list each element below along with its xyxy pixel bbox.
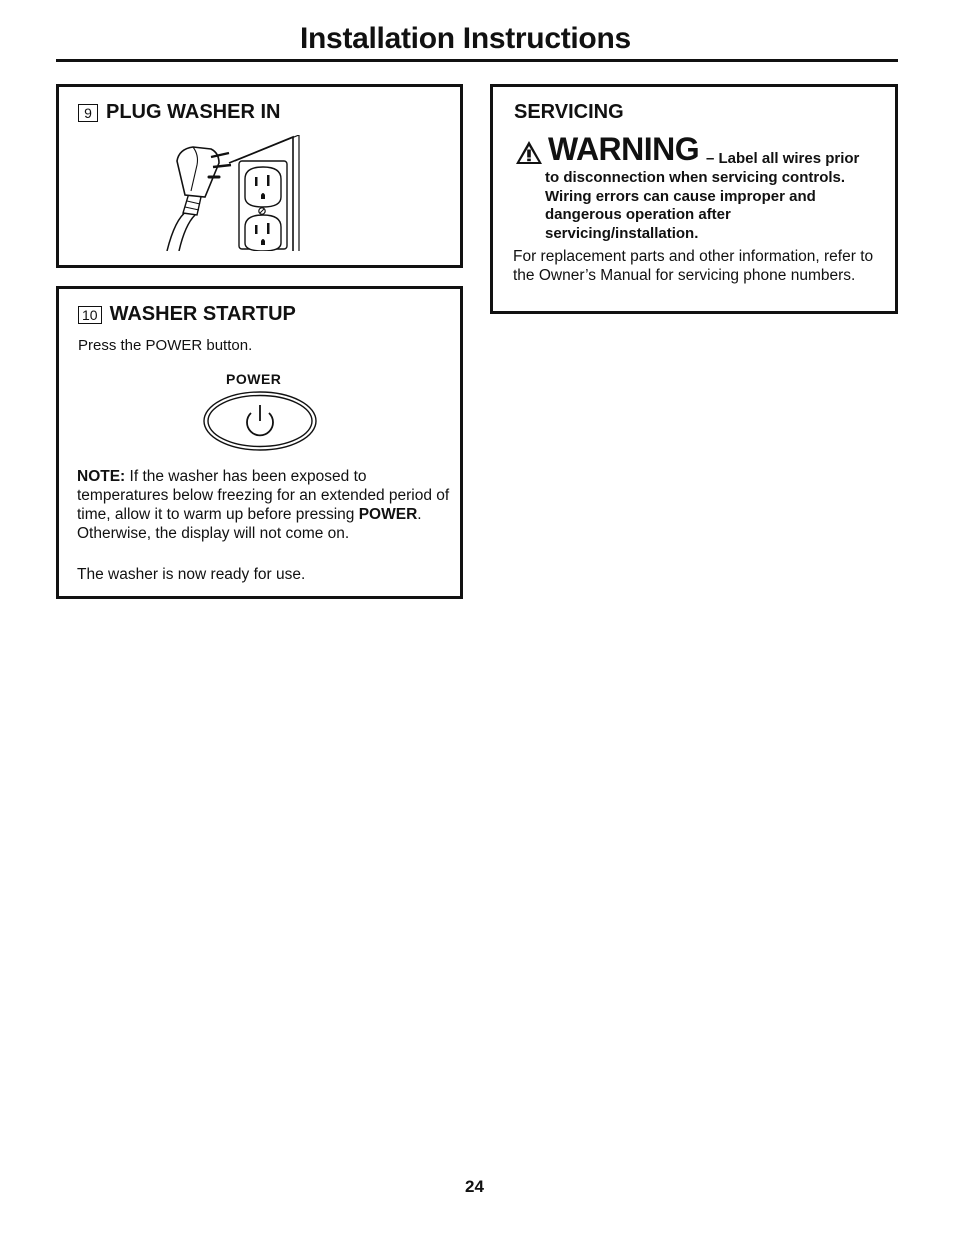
step-number-9: 9: [78, 104, 98, 122]
servicing-heading: SERVICING: [514, 101, 624, 123]
ready-message: The washer is now ready for use.: [77, 566, 306, 583]
step-number-10: 10: [78, 306, 102, 324]
warning-line: servicing/installation.: [545, 225, 699, 243]
note-text-part-2: . Otherwise, the display will not come on.: [77, 506, 422, 542]
freezing-note: [77, 467, 457, 543]
power-label: POWER: [226, 371, 282, 387]
note-label: NOTE:: [77, 468, 126, 485]
note-power-bold: POWER: [358, 506, 418, 523]
plug-outlet-illustration: [163, 135, 303, 251]
page-number: 24: [465, 1177, 484, 1196]
warning-line: Wiring errors can cause improper and: [545, 187, 816, 205]
servicing-section: [490, 84, 898, 314]
press-power-instruction: Press the POWER button.: [78, 337, 253, 354]
power-button-illustration: [201, 389, 319, 453]
washer-startup-section: [56, 286, 463, 599]
warning-triangle-icon: [515, 140, 543, 165]
plug-washer-title: PLUG WASHER IN: [106, 101, 281, 123]
note-text-part-1: If the washer has been exposed to temperatures below freezing for an extended period of time, allow it to warm up before pressing: [77, 468, 450, 523]
plug-washer-heading: [78, 101, 280, 124]
warning-line: to disconnection when servicing controls.: [545, 169, 846, 186]
servicing-body: For replacement parts and other information, refer to the Owner’s Manual for servicing phone numbers.: [513, 248, 874, 284]
warning-word: WARNING: [548, 131, 700, 167]
warning-text-lines: [545, 169, 845, 244]
warning-line: dangerous operation after: [545, 206, 731, 224]
washer-startup-title: WASHER STARTUP: [109, 303, 296, 325]
washer-startup-heading: [78, 303, 296, 326]
warning-text-inline: – Label all wires prior: [706, 150, 860, 167]
plug-washer-section: [56, 84, 463, 268]
page-title: Installation Instructions: [300, 22, 631, 55]
title-rule: [56, 59, 898, 62]
